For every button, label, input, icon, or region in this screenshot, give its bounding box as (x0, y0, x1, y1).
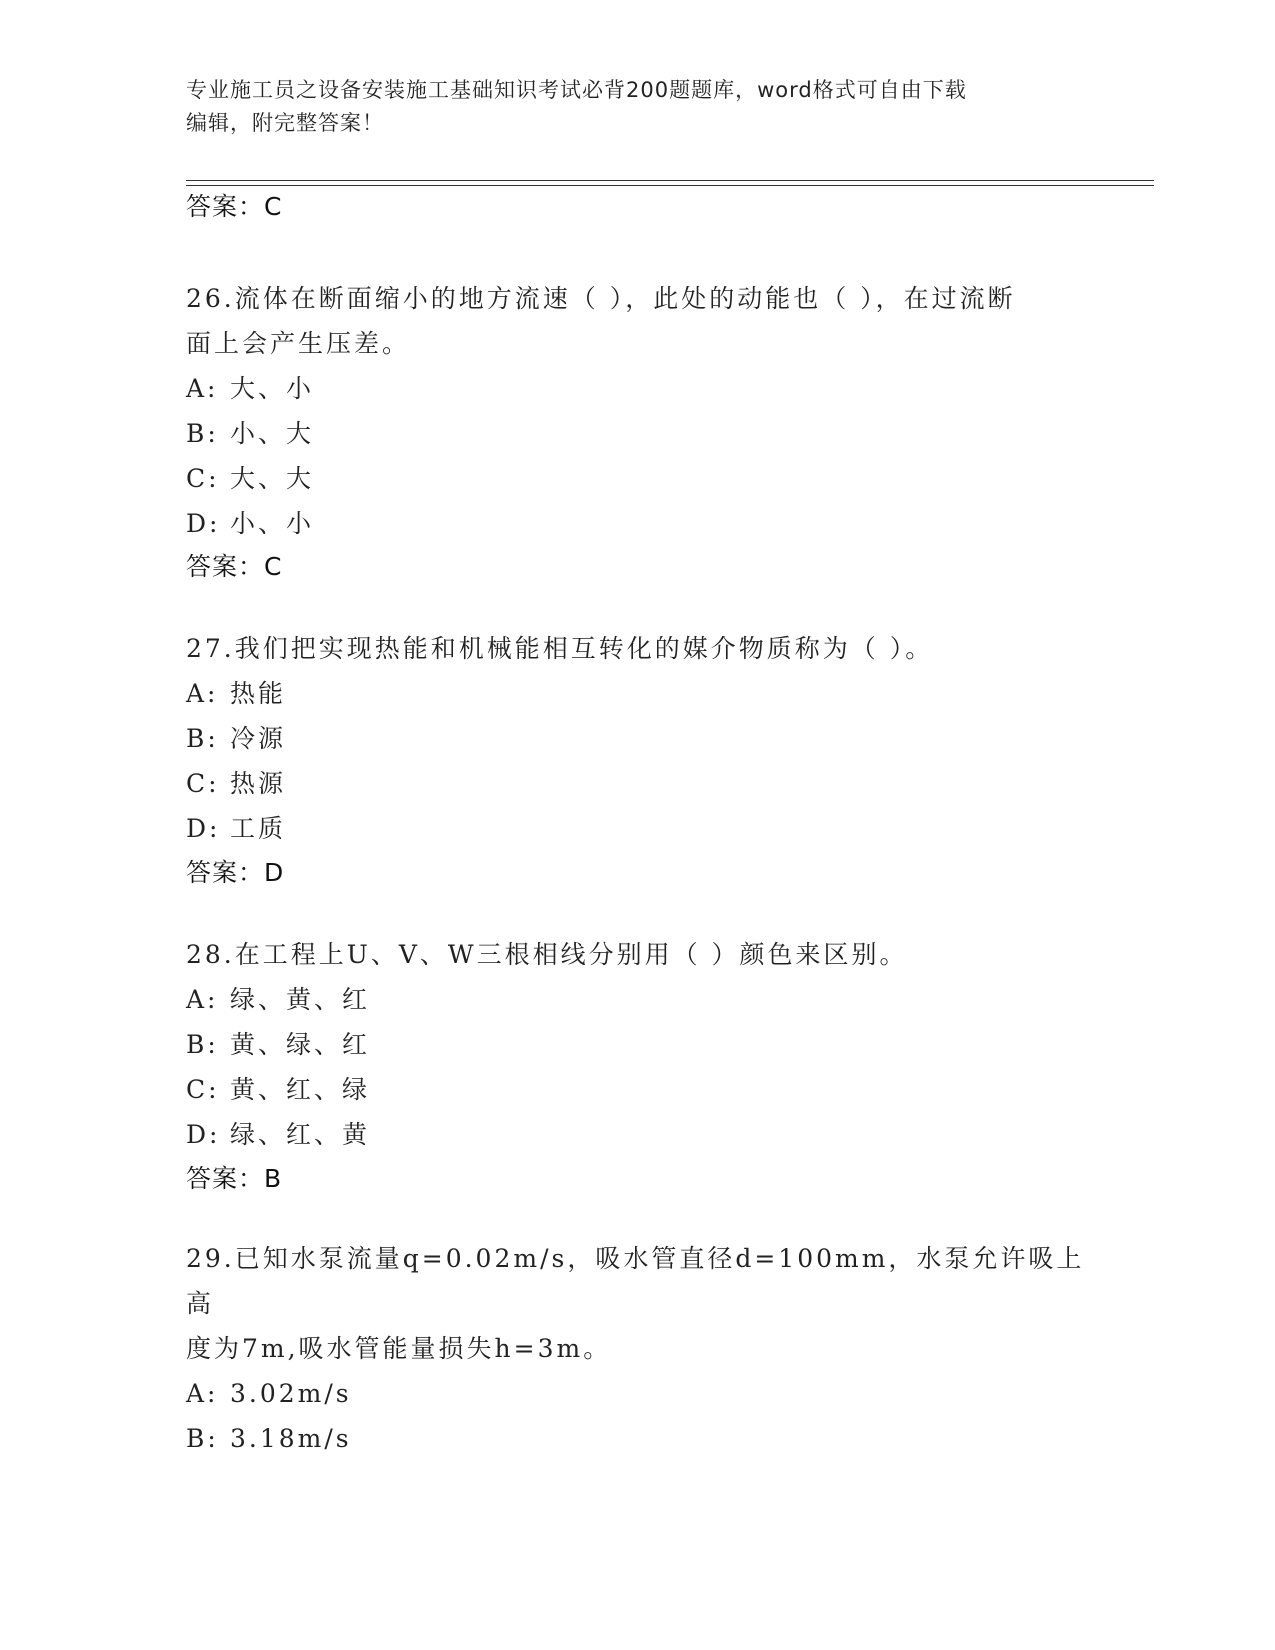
question-text-line-1: 28.在工程上U、V、W三根相线分别用（ ）颜色来区别。 (186, 940, 908, 969)
option-letter: A: (186, 679, 219, 708)
previous-answer-block (186, 190, 1086, 224)
option-b (186, 411, 1086, 456)
question-29 (186, 1236, 1086, 1461)
option-letter: B: (186, 1030, 219, 1059)
option-text: 黄、红、绿 (230, 1075, 371, 1104)
option-text: 3.02m/s (230, 1379, 352, 1408)
option-letter: B: (186, 724, 219, 753)
option-text: 大、大 (230, 464, 315, 493)
header-title-line-1: 专业施工员之设备安装施工基础知识考试必背200题题库，word格式可自由下载 (186, 78, 967, 102)
question-26-answer-block (186, 550, 1086, 584)
option-letter: A: (186, 374, 219, 403)
option-text: 热源 (230, 769, 287, 798)
option-letter: C: (186, 1075, 220, 1104)
option-letter: C: (186, 464, 220, 493)
option-a (186, 366, 1086, 411)
option-letter: D: (186, 814, 221, 843)
option-b (186, 1022, 1086, 1067)
option-text: 热能 (230, 679, 287, 708)
option-text: 小、小 (230, 509, 315, 538)
previous-answer: 答案：C (186, 192, 283, 221)
option-letter: D: (186, 1120, 221, 1149)
option-b (186, 1416, 1086, 1461)
question-28 (186, 932, 1086, 1157)
question-28-answer-block (186, 1162, 1086, 1196)
question-26 (186, 276, 1086, 546)
header-divider-bottom (186, 185, 1154, 186)
option-a (186, 1371, 1086, 1416)
option-text: 工质 (230, 814, 287, 843)
option-text: 绿、黄、红 (230, 985, 371, 1014)
option-text: 冷源 (230, 724, 287, 753)
question-27 (186, 626, 1086, 851)
option-letter: C: (186, 769, 220, 798)
answer: 答案：C (186, 552, 283, 581)
option-c (186, 761, 1086, 806)
option-text: 绿、红、黄 (230, 1120, 371, 1149)
option-d (186, 501, 1086, 546)
answer: 答案：D (186, 858, 285, 887)
question-text-line-2: 度为7m,吸水管能量损失h=3m。 (186, 1334, 612, 1363)
option-letter: D: (186, 509, 221, 538)
question-text-line-1: 26.流体在断面缩小的地方流速（ ），此处的动能也（ ），在过流断 (186, 284, 1016, 313)
option-a (186, 671, 1086, 716)
question-text-line-2: 面上会产生压差。 (186, 329, 411, 358)
option-c (186, 456, 1086, 501)
document-header (186, 74, 1086, 140)
option-letter: B: (186, 1424, 219, 1453)
option-b (186, 716, 1086, 761)
option-text: 大、小 (230, 374, 315, 403)
option-letter: A: (186, 1379, 219, 1408)
question-text-line-1: 29.已知水泵流量q=0.02m/s，吸水管直径d=100mm，水泵允许吸上高 (186, 1244, 1085, 1318)
option-c (186, 1067, 1086, 1112)
option-a (186, 977, 1086, 1022)
question-27-answer-block (186, 856, 1086, 890)
option-text: 黄、绿、红 (230, 1030, 371, 1059)
answer: 答案：B (186, 1164, 283, 1193)
option-text: 小、大 (230, 419, 315, 448)
header-title-line-2: 编辑，附完整答案！ (186, 111, 384, 135)
option-letter: A: (186, 985, 219, 1014)
option-text: 3.18m/s (230, 1424, 352, 1453)
question-text-line-1: 27.我们把实现热能和机械能相互转化的媒介物质称为（ ）。 (186, 634, 934, 663)
option-letter: B: (186, 419, 219, 448)
header-divider-top (186, 180, 1154, 181)
option-d (186, 1112, 1086, 1157)
option-d (186, 806, 1086, 851)
